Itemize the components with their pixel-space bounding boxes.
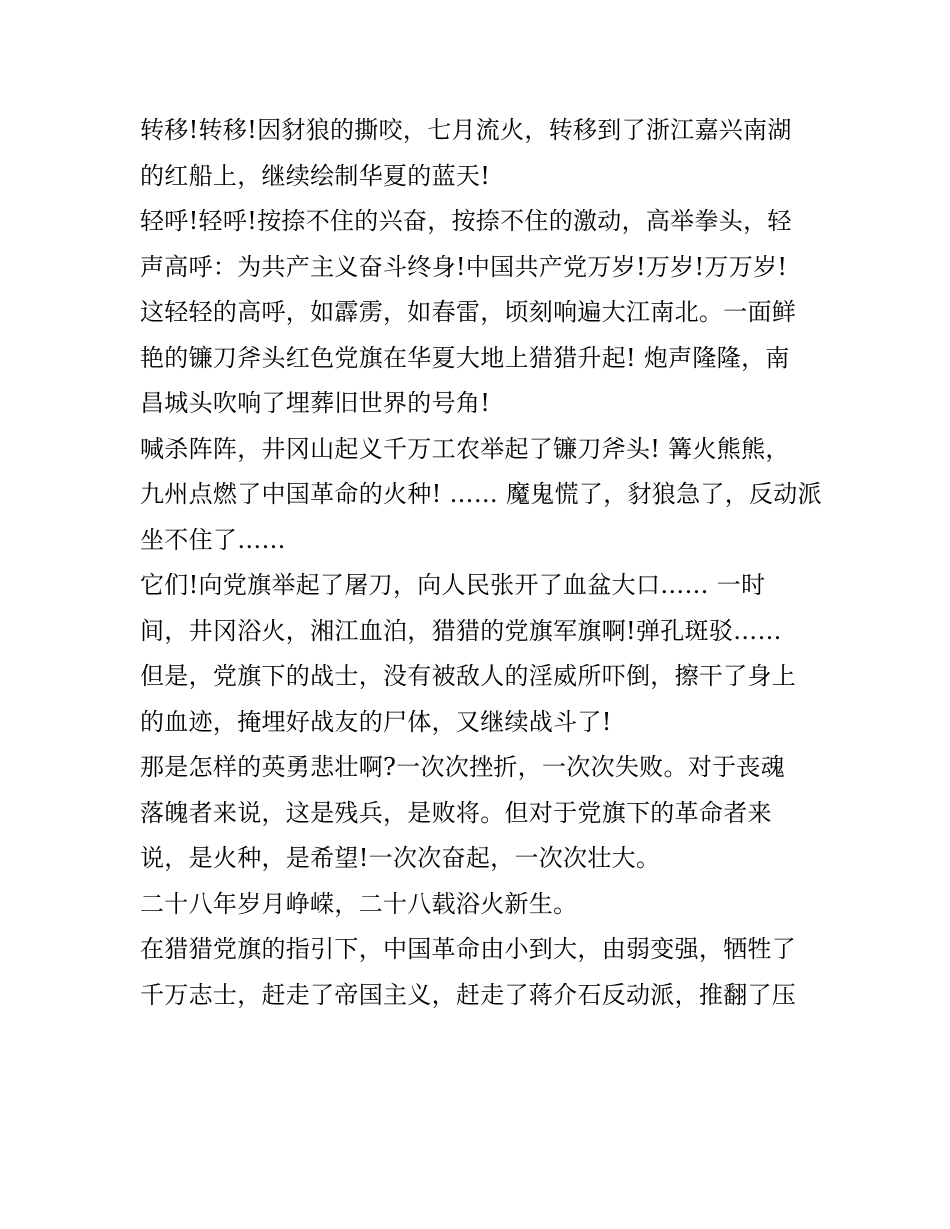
text-line: 二十八年岁月峥嵘，二十八载浴火新生。	[140, 889, 578, 918]
body-text	[140, 108, 820, 1018]
text-line: 轻呼!轻呼!按捺不住的兴奋，按捺不住的激动，高举拳头，轻	[140, 207, 792, 235]
text-line: 声高呼：为共产主义奋斗终身!中国共产党万岁!万岁!万万岁!	[140, 252, 788, 281]
text-line: 艳的镰刀斧头红色党旗在华夏大地上猎猎升起! 炮声隆隆，南	[140, 343, 790, 372]
text-line: 间，井冈浴火，湘江血泊，猎猎的党旗军旗啊!弹孔斑驳……	[140, 616, 782, 645]
text-line: 但是，党旗下的战士，没有被敌人的淫威所吓倒，擦干了身上	[140, 662, 797, 690]
text-line: 那是怎样的英勇悲壮啊?一次次挫折，一次次失败。对于丧魂	[140, 753, 785, 781]
text-line: 喊杀阵阵，井冈山起义千万工农举起了镰刀斧头! 篝火熊熊，	[140, 434, 790, 463]
text-line: 的血迹，掩埋好战友的尸体，又继续战斗了!	[140, 707, 612, 736]
text-line: 昌城头吹响了埋葬旧世界的号角!	[140, 389, 491, 417]
text-line: 千万志士，赶走了帝国主义，赶走了蒋介石反动派，推翻了压	[140, 980, 797, 1009]
text-line: 说，是火种，是希望!一次次奋起，一次次壮大。	[140, 844, 661, 872]
text-line: 落魄者来说，这是残兵，是败将。但对于党旗下的革命者来	[140, 798, 772, 827]
text-line: 它们!向党旗举起了屠刀，向人民张开了血盆大口…… 一时	[140, 571, 766, 599]
text-line: 在猎猎党旗的指引下，中国革命由小到大，由弱变强，牺牲了	[140, 935, 797, 963]
text-line: 九州点燃了中国革命的火种! …… 魔鬼慌了，豺狼急了，反动派	[140, 480, 822, 508]
text-line: 转移!转移!因豺狼的撕咬，七月流火，转移到了浙江嘉兴南湖	[140, 116, 792, 144]
text-line: 坐不住了……	[140, 525, 286, 554]
text-line: 的红船上，继续绘制华夏的蓝天!	[140, 161, 491, 190]
text-line: 这轻轻的高呼，如霹雳，如春雷，顷刻响遍大江南北。一面鲜	[140, 298, 797, 326]
